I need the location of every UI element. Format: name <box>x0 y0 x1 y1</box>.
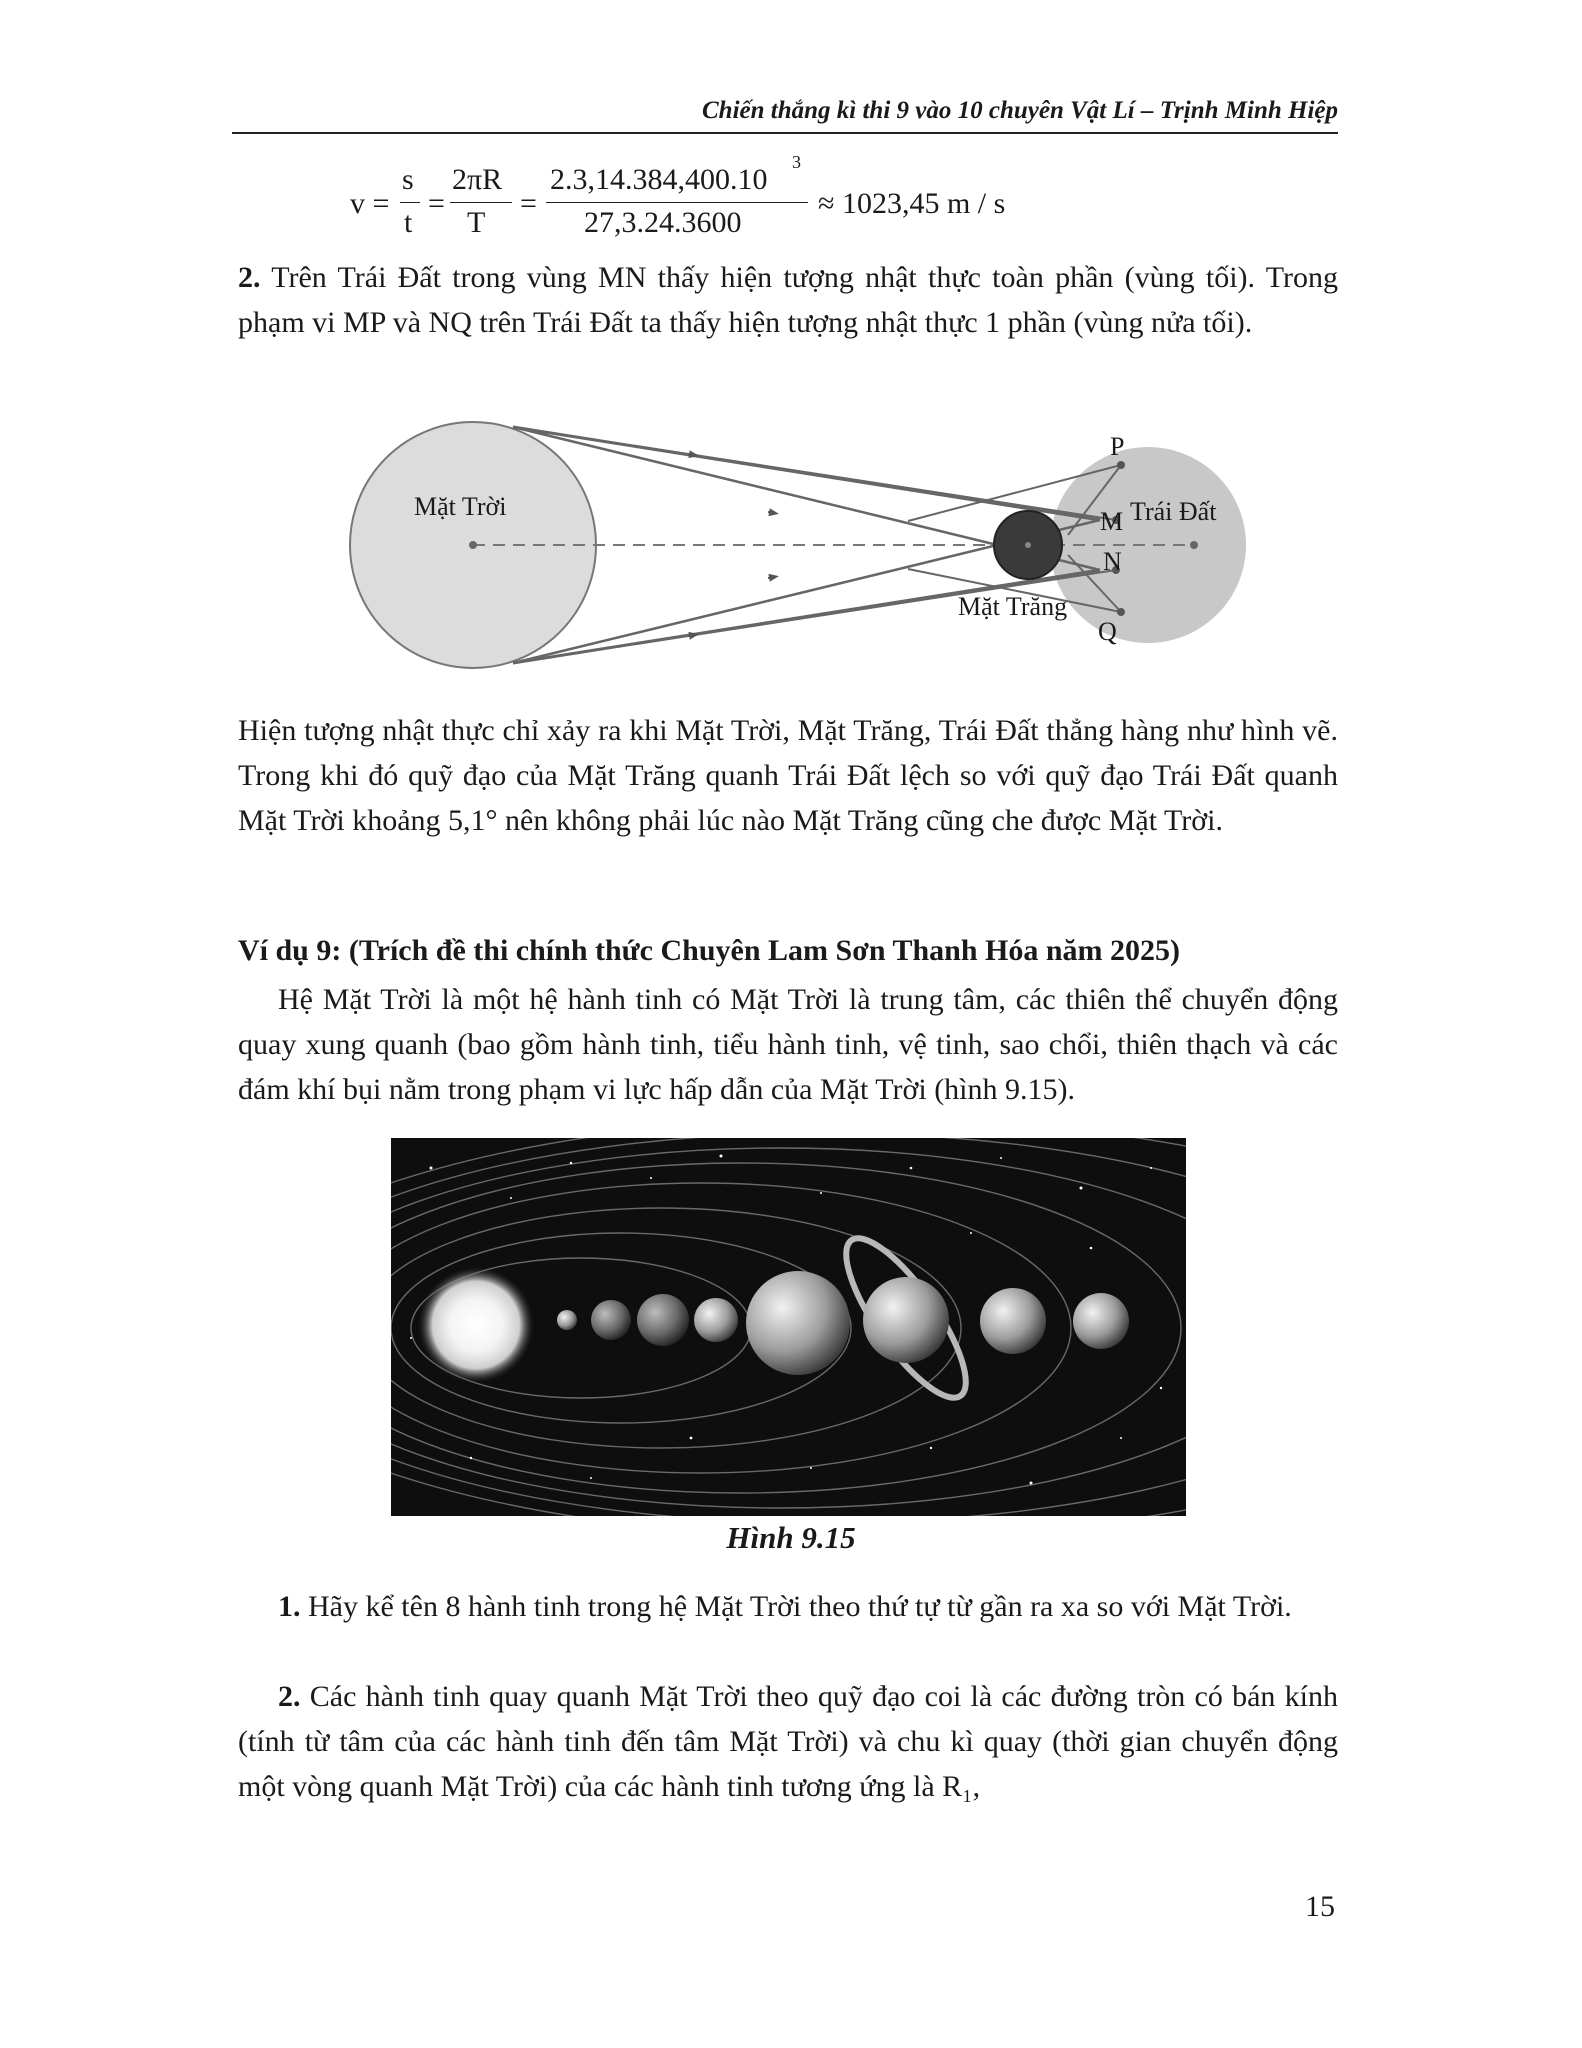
item-2-paragraph <box>238 255 1338 345</box>
question-1-number: 1. <box>278 1590 301 1623</box>
equals-sign-1: = <box>428 187 445 220</box>
question-1-text: Hãy kể tên 8 hành tinh trong hệ Mặt Trời theo thứ tự từ gần ra xa so với Mặt Trời. <box>300 1590 1292 1623</box>
eclipse-diagram <box>348 415 1298 685</box>
moon-label: Mặt Trăng <box>958 592 1068 621</box>
earth-center-dot <box>1190 541 1198 549</box>
planet-uranus <box>980 1288 1046 1354</box>
arrow-3 <box>768 577 774 578</box>
point-q-dot <box>1117 608 1125 616</box>
fraction-1-numerator: s <box>402 163 414 196</box>
sun-label: Mặt Trời <box>414 492 507 521</box>
fraction-1-denominator: t <box>404 206 413 239</box>
page-number: 15 <box>1305 1890 1335 1923</box>
earth-label: Trái Đất <box>1130 497 1217 526</box>
point-n-label: N <box>1103 547 1122 576</box>
fraction-2-denominator: T <box>467 206 486 239</box>
moon-center-dot <box>1025 542 1031 548</box>
example-intro-paragraph: Hệ Mặt Trời là một hệ hành tinh có Mặt Trời là trung tâm, các thiên thể chuyển động quay xung quanh (bao gồm hành tinh, tiểu hành tinh, vệ tinh, sao chổi, thiên thạch và các đám khí bụi nằm trong phạm vi lực hấp dẫn của Mặt Trời (hình 9.15). <box>238 983 1338 1106</box>
fraction-2-numerator: 2πR <box>452 163 503 196</box>
item-2-text: Trên Trái Đất trong vùng MN thấy hiện tượng nhật thực toàn phần (vùng tối). Trong phạm vi MP và NQ trên Trái Đất ta thấy hiện tượng nhật thực 1 phần (vùng nửa tối). <box>238 261 1338 339</box>
sun <box>418 1267 534 1383</box>
planet-venus <box>591 1300 631 1340</box>
fraction-3-numerator: 2.3,14.384,400.10 <box>550 163 768 196</box>
velocity-formula <box>350 152 1150 250</box>
planet-saturn <box>863 1277 949 1363</box>
arrow-4 <box>688 635 694 636</box>
fraction-3-bar <box>546 202 808 203</box>
formula-lhs: v = <box>350 187 390 220</box>
point-q-label: Q <box>1098 617 1117 646</box>
figure-caption: Hình 9.15 <box>726 1520 856 1555</box>
planet-neptune <box>1073 1293 1129 1349</box>
point-p-label: P <box>1110 432 1125 461</box>
sun-center-dot <box>469 541 477 549</box>
fraction-2-bar <box>450 202 512 203</box>
explanation-paragraph: Hiện tượng nhật thực chỉ xảy ra khi Mặt Trời, Mặt Trăng, Trái Đất thẳng hàng như hình vẽ. Trong khi đó quỹ đạo của Mặt Trăng quanh Trái Đất lệch so với quỹ đạo Trái Đất quanh Mặt Trời khoảng 5,1° nên không phải lúc nào Mặt Trăng cũng che được Mặt Trời. <box>238 714 1338 837</box>
header-rule <box>232 132 1338 134</box>
item-2-number: 2. <box>238 261 261 294</box>
question-1-paragraph <box>238 1584 1338 1629</box>
point-p-dot <box>1117 461 1125 469</box>
example-9-title: Ví dụ 9: (Trích đề thi chính thức Chuyên Lam Sơn Thanh Hóa năm 2025) <box>238 934 1181 967</box>
question-2-paragraph <box>238 1674 1338 1809</box>
planet-mercury <box>557 1310 577 1330</box>
planet-earth <box>637 1294 689 1346</box>
solar-system-image <box>391 1138 1186 1516</box>
question-2-text: Các hành tinh quay quanh Mặt Trời theo quỹ đạo coi là các đường tròn có bán kính (tính từ tâm của các hành tinh đến tâm Mặt Trời) và chu kì quay (thời gian chuyển động một vòng quanh Mặt Trời) của các hành tinh tương ứng là R₁, <box>238 1680 1338 1803</box>
fraction-1-bar <box>400 202 420 203</box>
running-header: Chiến thắng kì thi 9 vào 10 chuyên Vật Lí – Trịnh Minh Hiệp <box>702 97 1338 124</box>
formula-result: ≈ 1023,45 m / s <box>818 187 1006 220</box>
exponent: 3 <box>792 152 801 172</box>
question-2-number: 2. <box>278 1680 301 1713</box>
planet-mars <box>694 1298 738 1342</box>
point-m-label: M <box>1100 507 1124 536</box>
arrow-1 <box>688 454 694 455</box>
ray-extension-m <box>513 427 1116 520</box>
equals-sign-2: = <box>520 187 537 220</box>
planet-jupiter <box>746 1271 850 1375</box>
arrow-2 <box>768 512 774 513</box>
fraction-3-denominator: 27,3.24.3600 <box>584 206 742 239</box>
